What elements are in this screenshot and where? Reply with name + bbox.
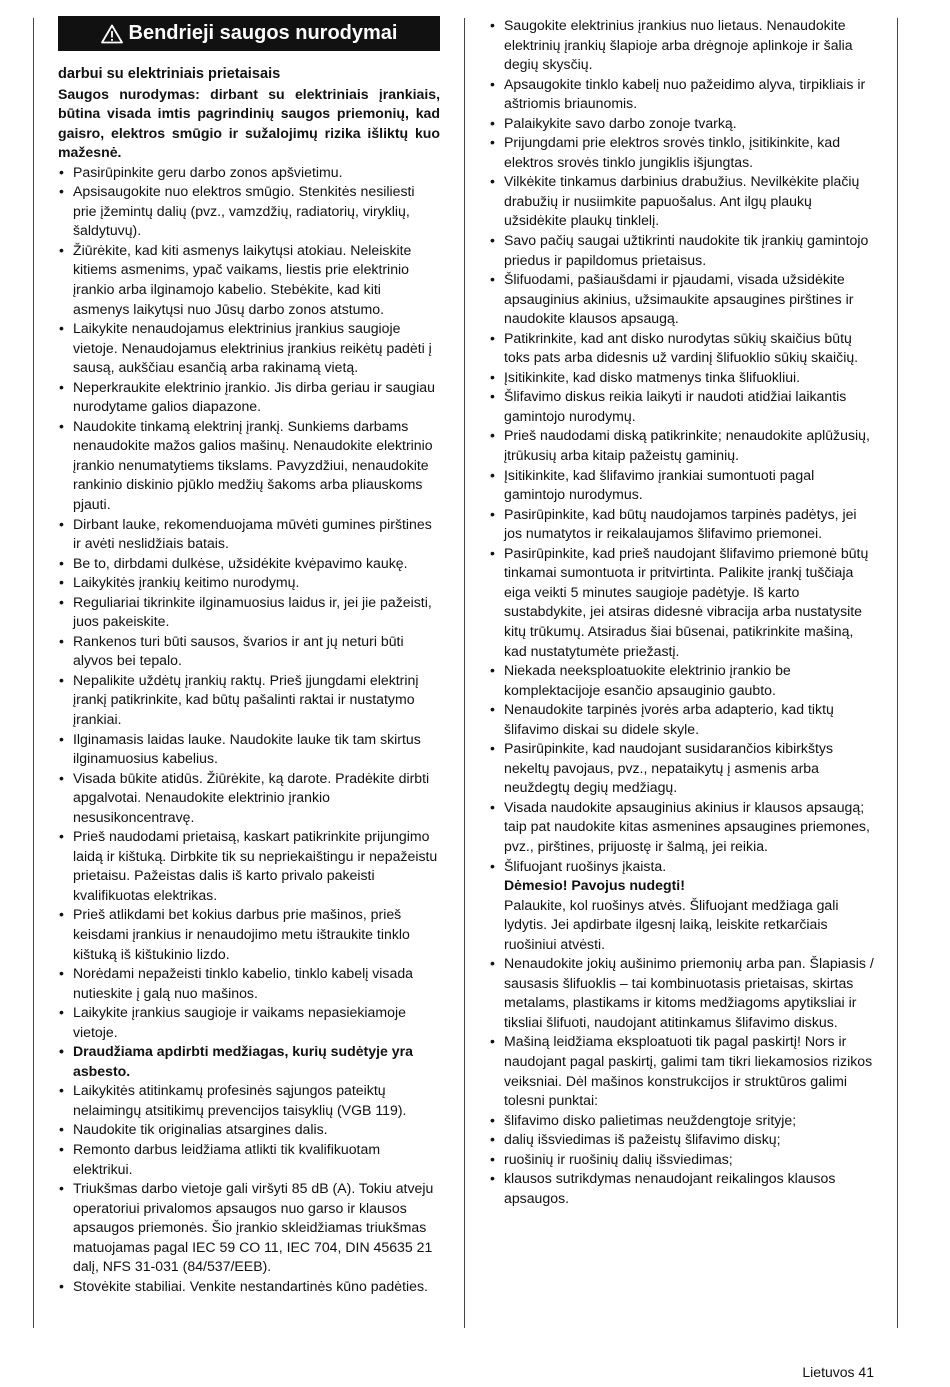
list-item: • Pasirūpinkite, kad prieš naudojant šlifavimo priemonė būtų tinkamai sumontuota ir pritvirtinta. Palikite įrankį tuščiaja eiga veikti 5 minutes saugioje padėtyje. Iš karto sustabdykite, jei atsiras didesnė vibracija arba nustatysite kitų trūkumų. Atsiradus šiai būsenai, patikrinkite mašiną, kad nustatytumėte priežastį. — [489, 544, 874, 661]
right-safety-list — [489, 16, 874, 857]
right-column — [489, 16, 874, 1208]
list-item: • Naudokite tik originalias atsargines dalis. — [58, 1120, 440, 1140]
list-item: • Neperkraukite elektrinio įrankio. Jis dirba geriau ir saugiau nurodytame galios diapazone. — [58, 378, 440, 417]
left-safety-list — [58, 163, 440, 1297]
list-item — [489, 857, 874, 955]
list-item: • Pasirūpinkite, kad naudojant susidarančios kibirkštys nekeltų pavojaus, pvz., nepataikytų į asmenis arba neuždegtų degių medžiagų. — [489, 739, 874, 798]
list-item: • Dirbant lauke, rekomenduojama mūvėti gumines pirštines ir avėti neslidžiais batais. — [58, 515, 440, 554]
list-item: • šlifavimo disko palietimas neuždengtoje srityje; — [489, 1111, 874, 1131]
list-item: • Palaikykite savo darbo zonoje tvarką. — [489, 114, 874, 134]
list-item: • Apsisaugokite nuo elektros smūgio. Stenkitės nesiliesti prie įžemintų dalių (pvz., vamzdžių, radiatorių, viryklių, šaldytuvų). — [58, 182, 440, 241]
list-item: • klausos sutrikdymas nenaudojant reikalingos klausos apsaugos. — [489, 1169, 874, 1208]
list-item: • Visada naudokite apsauginius akinius ir klausos apsaugą; taip pat naudokite kitas asmenines apsaugines priemones, pvz., pirštines, prijuostę ir šalmą, jei reikia. — [489, 798, 874, 857]
list-item: • Savo pačių saugai užtikrinti naudokite tik įrankių gamintojo priedus ir papildomus prietaisus. — [489, 231, 874, 270]
list-item: • Laikykitės įrankių keitimo nurodymų. — [58, 573, 440, 593]
list-item: • Žiūrėkite, kad kiti asmenys laikytųsi atokiau. Neleiskite kitiems asmenims, ypač vaikams, liestis prie elektrinio įrankio arba ilginamojo kabelio. Stebėkite, kad kiti asmenys laikytųsi nuo Jūsų darbo zonos atstumo. — [58, 241, 440, 319]
list-item: • Pasirūpinkite, kad būtų naudojamos tarpinės padėtys, jei jos numatytos ir reikalaujamos šlifavimo priemonei. — [489, 505, 874, 544]
hot-workpiece-list — [489, 857, 874, 955]
list-item: • Remonto darbus leidžiama atlikti tik kvalifikuotam elektrikui. — [58, 1140, 440, 1179]
list-item: • Laikykite nenaudojamus elektrinius įrankius saugioje vietoje. Nenaudojamus elektrinius įrankius reikėtų padėti į sausą, aukščiau esančią arba rakinamą vietą. — [58, 319, 440, 378]
list-item: • Apsaugokite tinklo kabelį nuo pažeidimo alyva, tirpikliais ir aštriomis briaunomis. — [489, 75, 874, 114]
column-divider — [464, 18, 465, 1328]
list-item: • Pasirūpinkite geru darbo zonos apšvietimu. — [58, 163, 440, 183]
list-item: • Prieš atlikdami bet kokius darbus prie mašinos, prieš keisdami įrankius ir nenaudojimo metu ištraukite tinklo kištuką iš kištukinio lizdo. — [58, 905, 440, 964]
list-item: • Laikykitės atitinkamų profesinės sąjungos pateiktų nelaimingų atsitikimų prevencijos taisyklių (VGB 119). — [58, 1081, 440, 1120]
warning-triangle-icon — [101, 24, 123, 44]
list-item: • Laikykite įrankius saugioje ir vaikams nepasiekiamoje vietoje. — [58, 1003, 440, 1042]
list-item: • Rankenos turi būti sausos, švarios ir ant jų neturi būti alyvos bei tepalo. — [58, 632, 440, 671]
left-margin-rule — [33, 18, 34, 1328]
list-item: • dalių išsviedimas iš pažeistų šlifavimo diskų; — [489, 1130, 874, 1150]
left-column — [58, 16, 440, 1296]
right-margin-rule — [897, 18, 898, 1328]
list-item: • Triukšmas darbo vietoje gali viršyti 85 dB (A). Tokiu atveju operatoriui privalomos apsaugos nuo garso ir klausos apsaugos priemonės. Šio įrankio skleidžiamas triukšmas matuojamas pagal IEC 59 CO 11, IEC 704, DIN 45635 21 dalį, NFS 31-031 (84/537/EEB). — [58, 1179, 440, 1277]
section-title-bar — [58, 16, 440, 51]
list-item: • Reguliariai tikrinkite ilginamuosius laidus ir, jei jie pažeisti, juos pakeiskite. — [58, 593, 440, 632]
list-item: • Prieš naudodami prietaisą, kaskart patikrinkite prijungimo laidą ir kištuką. Dirbkite tik su nepriekaištingu ir nepažeistu prietaisu. Pažeistas dalis iš karto privalo pakeisti kvalifikuotas elektrikas. — [58, 827, 440, 905]
list-item: • Mašiną leidžiama eksploatuoti tik pagal paskirtį! Nors ir naudojant pagal paskirtį, galimi tam tikri liekamosios rizikos veiksniai. Dėl mašinos konstrukcijos ir struktūros galimi tolesni punktai: — [489, 1032, 874, 1110]
hot-item-lead: • Šlifuojant ruošinys įkaista. — [504, 857, 667, 874]
list-item: • Ilginamasis laidas lauke. Naudokite lauke tik tam skirtus ilginamuosius kabelius. — [58, 730, 440, 769]
list-item: • Prijungdami prie elektros srovės tinklo, įsitikinkite, kad elektros srovės tinklo jungiklis išjungtas. — [489, 133, 874, 172]
list-item: • Nenaudokite jokių aušinimo priemonių arba pan. Šlapiasis / sausasis šlifuoklis – tai kombinuotasis prietaisas, skirtas metalams, plastikams ir kitoms medžiagoms apytiksliai ir tiksliai šlifuoti, naudojant atitinkamus šlifavimo diskus. — [489, 954, 874, 1032]
list-item: • Patikrinkite, kad ant disko nurodytas sūkių skaičius būtų toks pats arba didesnis už vardinį šlifuoklio sūkių skaičių. — [489, 329, 874, 368]
right-safety-list-2 — [489, 954, 874, 1208]
list-item: • Įsitikinkite, kad šlifavimo įrankiai sumontuoti pagal gamintojo nurodymus. — [489, 466, 874, 505]
list-item: • Draudžiama apdirbti medžiagas, kurių sudėtyje yra asbesto. — [58, 1042, 440, 1081]
burn-warning: Dėmesio! Pavojus nudegti! — [504, 877, 685, 894]
list-item: • Šlifavimo diskus reikia laikyti ir naudoti atidžiai laikantis gamintojo nurodymų. — [489, 387, 874, 426]
list-item: • Vilkėkite tinkamus darbinius drabužius. Nevilkėkite plačių drabužių ir nusiimkite papuošalus. Ant ilgų plaukų užsidėkite plaukų tinklelį. — [489, 172, 874, 231]
list-item: • Niekada neeksploatuokite elektrinio įrankio be komplektacijoje esančio apsauginio gaubto. — [489, 661, 874, 700]
list-item: • Be to, dirbdami dulkėse, užsidėkite kvėpavimo kaukę. — [58, 554, 440, 574]
page-footer: Lietuvos 41 — [802, 1364, 874, 1380]
list-item: • ruošinių ir ruošinių dalių išsviedimas; — [489, 1150, 874, 1170]
list-item: • Norėdami nepažeisti tinklo kabelio, tinklo kabelį visada nutieskite į galą nuo mašinos. — [58, 964, 440, 1003]
page-title: Bendrieji saugos nurodymai — [128, 21, 398, 44]
list-item: • Stovėkite stabiliai. Venkite nestandartinės kūno padėties. — [58, 1277, 440, 1297]
hot-item-text: Palaukite, kol ruošinys atvės. Šlifuojant medžiaga gali lydytis. Jei apdirbate ilgesnį laiką, leiskite retkarčiais ruošiniui atvėsti. — [504, 896, 839, 952]
subheading: darbui su elektriniais prietaisais — [58, 66, 281, 82]
list-item: • Prieš naudodami diską patikrinkite; nenaudokite aplūžusių, įtrūkusių arba kitaip pažeistų gaminių. — [489, 426, 874, 465]
list-item: • Šlifuodami, pašiaušdami ir pjaudami, visada užsidėkite apsauginius akinius, užsimaukite apsaugines pirštines ir naudokite klausos apsaugą. — [489, 270, 874, 329]
list-item: • Nenaudokite tarpinės įvorės arba adapterio, kad tiktų šlifavimo diskai su didele skyle. — [489, 700, 874, 739]
list-item: • Įsitikinkite, kad disko matmenys tinka šlifuokliui. — [489, 368, 874, 388]
list-item: • Naudokite tinkamą elektrinį įrankį. Sunkiems darbams nenaudokite mažos galios mašinų. Nenaudokite elektrinio įrankio nenumatytiems tikslams. Pavyzdžiui, nenaudokite rankinio diskinio pjūklo medžių šakoms arba pliauskoms pjauti. — [58, 417, 440, 515]
list-item: • Visada būkite atidūs. Žiūrėkite, ką darote. Pradėkite dirbti apgalvotai. Nenaudokite elektrinio įrankio nesusikoncentravę. — [58, 769, 440, 828]
intro-paragraph: Saugos nurodymas: dirbant su elektriniais įrankiais, būtina visada imtis pagrindinių saugos priemonių, kad gaisro, elektros smūgio ir sužalojimų rizika išliktų kuo mažesnė. — [58, 85, 440, 161]
list-item: • Saugokite elektrinius įrankius nuo lietaus. Nenaudokite elektrinių įrankių šlapioje arba drėgnoje aplinkoje ir šalia degių skysčių. — [489, 16, 874, 75]
list-item: • Nepalikite uždėtų įrankių raktų. Prieš įjungdami elektrinį įrankį patikrinkite, kad būtų pašalinti raktai ir nustatymo įrankiai. — [58, 671, 440, 730]
